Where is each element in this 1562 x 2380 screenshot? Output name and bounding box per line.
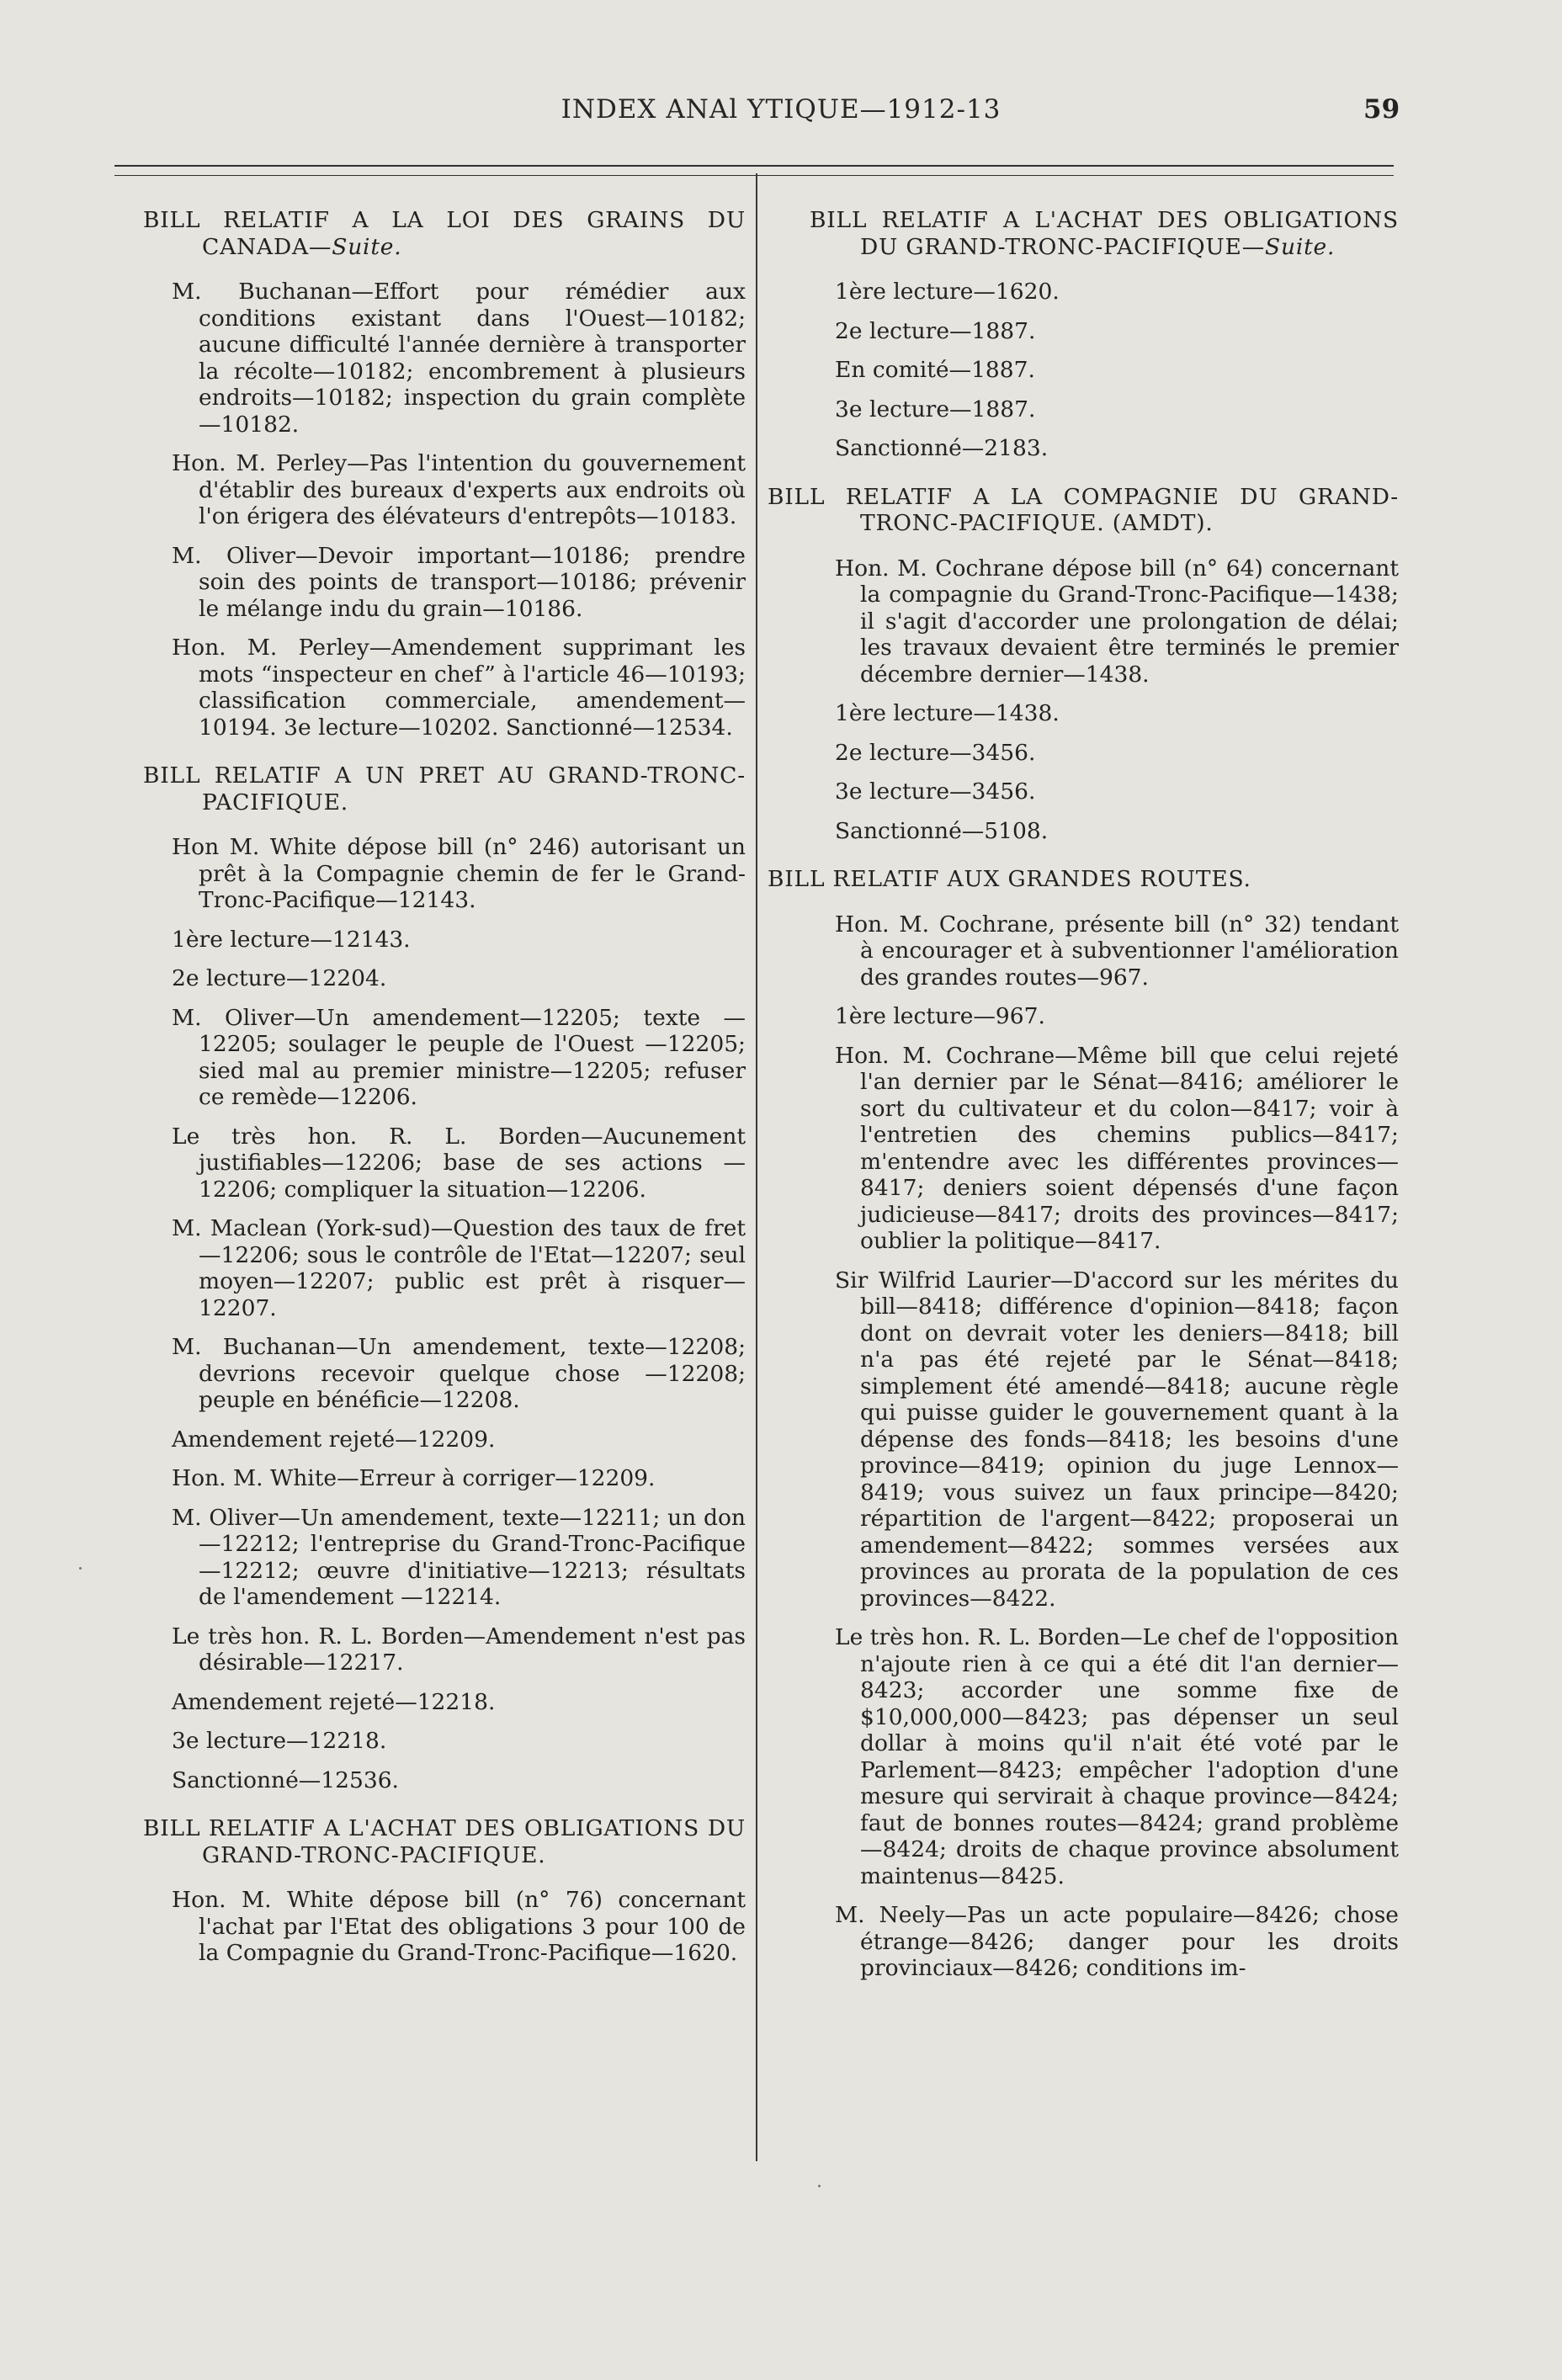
index-heading-text: BILL RELATIF A LA LOI DES GRAINS DU CANADA—	[143, 207, 746, 260]
scan-speck	[79, 1567, 82, 1570]
index-entry: Hon. M. Perley—Pas l'intention du gouvernement d'établir des bureaux d'experts aux endroits où l'on érigera des élévateurs d'entrepôts—10183.	[172, 450, 746, 529]
header-rule	[114, 165, 1394, 167]
index-entry: M. Oliver—Un amendement, texte—12211; un don—12212; l'entreprise du Grand-Tronc-Pacifique—12212; œuvre d'initiative—12213; résultats de l'amendement —12214.	[172, 1504, 746, 1610]
index-entry: M. Buchanan—Un amendement, texte—12208; devrions recevoir quelque chose —12208; peuple en bénéficie—12208.	[172, 1334, 746, 1413]
index-entry: 2e lecture—3456.	[835, 739, 1036, 766]
index-entry: Sanctionné—2183.	[835, 435, 1049, 461]
index-entry: M. Oliver—Un amendement—12205; texte —12205; soulager le peuple de l'Ouest —12205; sied mal au premier ministre—12205; refuser ce remède—12206.	[172, 1004, 746, 1110]
index-entry: M. Neely—Pas un acte populaire—8426; chose étrange—8426; danger pour les droits provinciaux—8426; conditions im-	[835, 1902, 1399, 1981]
heading-suite-label: Suite.	[1265, 233, 1336, 260]
column-divider	[756, 173, 757, 2161]
index-entry: Le très hon. R. L. Borden—Aucunement justifiables—12206; base de ses actions —12206; compliquer la situation—12206.	[172, 1123, 746, 1203]
index-heading-text: BILL RELATIF A LA COMPAGNIE DU GRAND-TRONC-PACIFIQUE. (AMDT).	[768, 483, 1399, 536]
index-entry: 2e lecture—12204.	[172, 965, 387, 991]
index-entry: Sir Wilfrid Laurier—D'accord sur les mérites du bill—8418; différence d'opinion—8418; façon dont on devrait voter les deniers—8418; bill n'a pas été rejeté par le Sénat—8418; simplement été amendé—8418; aucune règle qui puisse guider le gouvernement quant à la dépense des fonds—8418; les besoins d'une province—8419; opinion du juge Lennox—8419; vous suivez un faux principe—8420; répartition de l'argent—8422; proposerai un amendement—8422; sommes versées aux provinces au prorata de la population de ces provinces—8422.	[835, 1267, 1399, 1612]
index-entry: Le très hon. R. L. Borden—Amendement n'est pas désirable—12217.	[172, 1623, 746, 1676]
index-entry: 2e lecture—1887.	[835, 317, 1036, 344]
index-heading	[114, 762, 746, 815]
index-heading-text: BILL RELATIF A L'ACHAT DES OBLIGATIONS DU GRAND-TRONC-PACIFIQUE—	[810, 207, 1399, 260]
left-column	[114, 207, 746, 1979]
index-entry: Hon. M. Cochrane, présente bill (n° 32) tendant à encourager et à subventionner l'amélioration des grandes routes—967.	[835, 911, 1399, 991]
index-entry: M. Maclean (York-sud)—Question des taux de fret—12206; sous le contrôle de l'Etat—12207; seul moyen—12207; public est prêt à risquer—12207.	[172, 1215, 746, 1321]
page-number: 59	[1363, 94, 1400, 125]
index-entry: 1ère lecture—1620.	[835, 279, 1060, 305]
index-entry: Amendement rejeté—12218.	[172, 1688, 496, 1715]
index-heading-text: BILL RELATIF A UN PRET AU GRAND-TRONC-PACIFIQUE.	[143, 762, 746, 815]
scan-speck	[818, 2185, 821, 2187]
index-heading	[768, 207, 1399, 260]
index-entry: Sanctionné—12536.	[172, 1766, 399, 1793]
index-entry: En comité—1887.	[835, 357, 1035, 383]
index-heading-text: BILL RELATIF A L'ACHAT DES OBLIGATIONS DU GRAND-TRONC-PACIFIQUE.	[143, 1815, 746, 1868]
index-heading-text: BILL RELATIF AUX GRANDES ROUTES.	[768, 866, 1251, 892]
index-entry: Hon. M. White dépose bill (n° 76) concernant l'achat par l'Etat des obligations 3 pour 100 de la Compagnie du Grand-Tronc-Pacifique—1620.	[172, 1887, 746, 1966]
running-header-title: INDEX ANAl YTIQUE—1912-13	[561, 94, 1001, 125]
index-entry: Sanctionné—5108.	[835, 817, 1049, 844]
heading-suite-label: Suite.	[332, 233, 402, 260]
index-entry: Amendement rejeté—12209.	[172, 1426, 496, 1453]
index-entry: Hon. M. Perley—Amendement supprimant les mots “inspecteur en chef” à l'article 46—10193; classification commerciale, amendement—10194. 3e lecture—10202. Sanctionné—12534.	[172, 635, 746, 741]
right-column	[768, 207, 1399, 1995]
index-entry: 3e lecture—12218.	[172, 1728, 387, 1754]
index-entry: M. Buchanan—Effort pour rémédier aux conditions existant dans l'Ouest—10182; aucune difficulté l'année dernière à transporter la récolte—10182; encombrement à plusieurs endroits—10182; inspection du grain complète—10182.	[172, 279, 746, 438]
index-entry: Hon M. White dépose bill (n° 246) autorisant un prêt à la Compagnie chemin de fer le Grand-Tronc-Pacifique—12143.	[172, 834, 746, 913]
index-heading	[768, 484, 1399, 537]
index-entry: 1ère lecture—12143.	[172, 926, 411, 953]
header-rule-thin	[114, 175, 1394, 176]
index-heading	[114, 207, 746, 260]
index-entry: M. Oliver—Devoir important—10186; prendre soin des points de transport—10186; prévenir le mélange indu du grain—10186.	[172, 542, 746, 622]
index-entry: Hon. M. White—Erreur à corriger—12209.	[172, 1465, 656, 1491]
index-entry: Le très hon. R. L. Borden—Le chef de l'opposition n'ajoute rien à ce qui a été dit l'an dernier—8423; accorder une somme fixe de $10,000,000—8423; pas dépenser un seul dollar à moins qu'il n'ait été voté par le Parlement—8423; empêcher l'adoption d'une mesure qui servirait à chaque province—8424; faut de bonnes routes—8424; grand problème —8424; droits de chaque province absolument maintenus—8425.	[835, 1624, 1399, 1889]
index-entry: Hon. M. Cochrane dépose bill (n° 64) concernant la compagnie du Grand-Tronc-Pacifique—1438; il s'agit d'accorder une prolongation de délai; les travaux devaient être terminés le premier décembre dernier—1438.	[835, 555, 1399, 688]
index-entry: 1ère lecture—967.	[835, 1003, 1045, 1029]
index-entry: Hon. M. Cochrane—Même bill que celui rejeté l'an dernier par le Sénat—8416; améliorer le sort du cultivateur et du colon—8417; voir à l'entretien des chemins publics—8417; m'entendre avec les différentes provinces—8417; deniers soient dépensés d'une façon judicieuse—8417; droits des provinces—8417; oublier la politique—8417.	[835, 1042, 1399, 1254]
index-entry: 3e lecture—3456.	[835, 778, 1036, 805]
index-entry: 3e lecture—1887.	[835, 396, 1036, 422]
index-heading	[114, 1815, 746, 1868]
index-entry: 1ère lecture—1438.	[835, 700, 1060, 726]
index-heading	[768, 866, 1399, 893]
